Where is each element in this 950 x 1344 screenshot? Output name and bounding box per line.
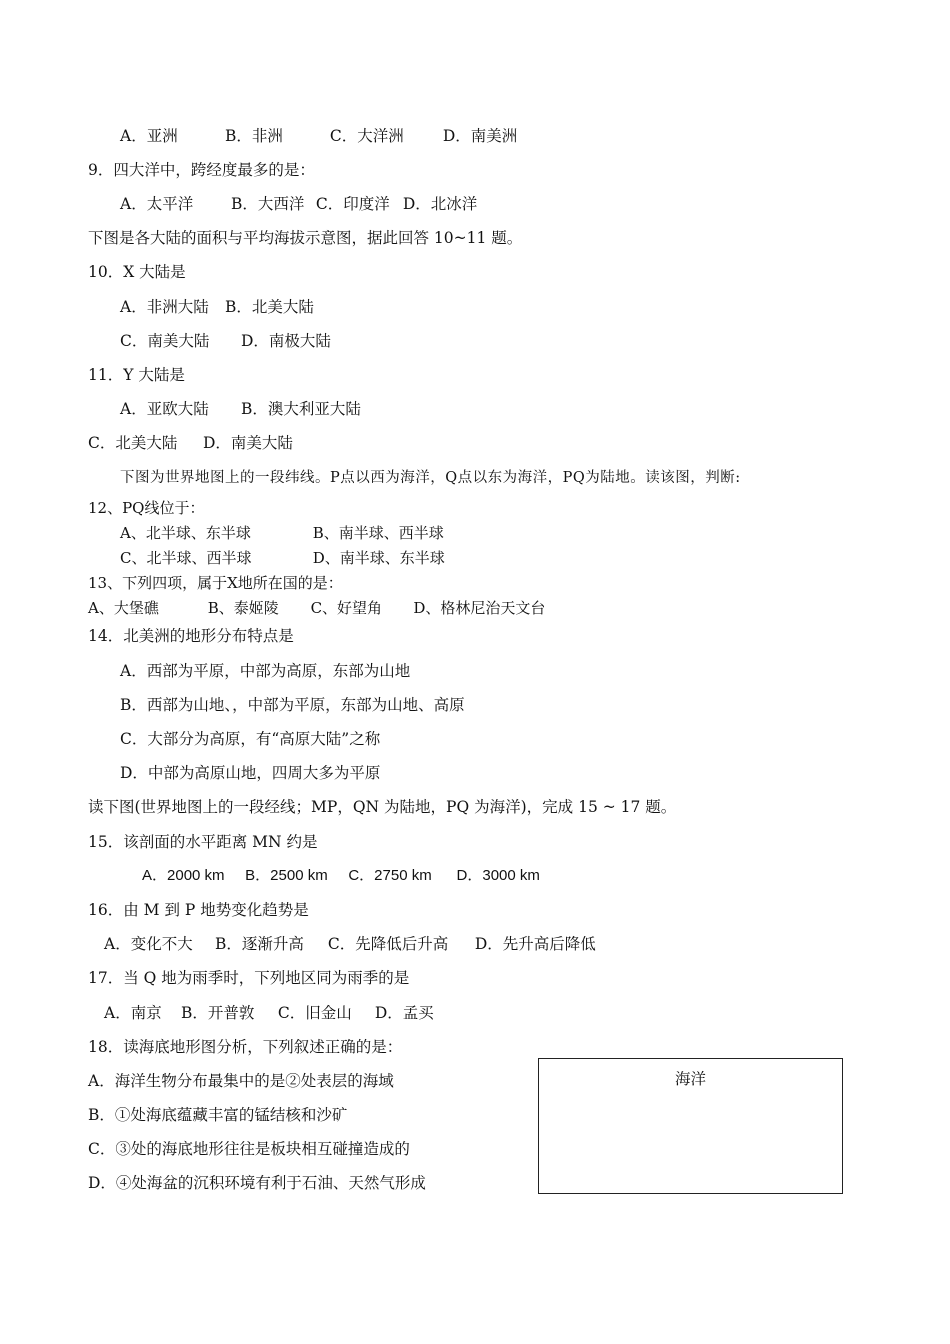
q17-option-d: D．孟买: [374, 1004, 434, 1022]
q16-question: 16．由 M 到 P 地势变化趋势是: [88, 901, 309, 919]
q9-option-c: C．印度洋: [315, 195, 390, 213]
q12-option-c: C、北半球、西半球: [120, 549, 252, 567]
q11-option-c: C．北美大陆: [88, 434, 178, 452]
q17-option-a: A．南京: [104, 1004, 162, 1022]
q17-question: 17．当 Q 地为雨季时，下列地区同为雨季的是: [88, 969, 410, 987]
q12-option-b: B、南半球、西半球: [312, 524, 444, 542]
q13-option-b: B、泰姬陵: [207, 599, 279, 617]
q8-option-a: A．亚洲: [120, 127, 178, 145]
q16-options: [104, 934, 596, 954]
q13-option-d: D、格林尼治天文台: [413, 599, 546, 617]
q17-option-b: B．开普敦: [180, 1004, 255, 1022]
figure-label-ocean: 海洋: [674, 1070, 706, 1088]
q8-option-b: B．非洲: [224, 127, 283, 145]
q11-options-row2: [88, 433, 293, 453]
q11-option-b: B．澳大利亚大陆: [240, 400, 361, 418]
q10-options-row2: [120, 331, 331, 351]
q15-question: 15．该剖面的水平距离 MN 约是: [88, 833, 318, 851]
q10-question: 10．X 大陆是: [88, 263, 186, 281]
q16-option-d: D．先升高后降低: [474, 935, 596, 953]
q12-option-a: A、北半球、东半球: [120, 524, 251, 542]
q14-option-a: A．西部为平原，中部为高原，东部为山地: [120, 662, 411, 680]
q11-option-a: A．亚欧大陆: [120, 400, 209, 418]
q16-option-c: C．先降低后升高: [327, 935, 449, 953]
q14-option-b: B．西部为山地、，中部为平原，东部为山地、高原: [120, 696, 465, 714]
q15-options: [142, 866, 540, 886]
q10-option-c: C．南美大陆: [120, 332, 210, 350]
q10-option-d: D．南极大陆: [240, 332, 331, 350]
q14-option-c: C．大部分为高原，有“高原大陆”之称: [120, 730, 381, 748]
q15-option-c: C．2750 km: [348, 867, 432, 884]
q9-option-b: B．大西洋: [230, 195, 305, 213]
q16-option-a: A．变化不大: [104, 935, 193, 953]
q18-option-b: B．①处海底蕴藏丰富的锰结核和沙矿: [88, 1106, 348, 1124]
q14-option-d: D．中部为高原山地，四周大多为平原: [120, 764, 381, 782]
q18-option-a: A．海洋生物分布最集中的是②处表层的海域: [88, 1072, 394, 1090]
q15-option-a: A．2000 km: [142, 867, 225, 884]
q10-option-a: A．非洲大陆: [120, 298, 209, 316]
q8-option-d: D．南美洲: [442, 127, 518, 145]
q12-options-row2: [120, 548, 445, 568]
q9-option-d: D．北冰洋: [402, 195, 478, 213]
q16-option-b: B．逐渐升高: [214, 935, 304, 953]
q8-options: [120, 126, 517, 146]
q13-options: [88, 598, 545, 618]
q13-option-c: C、好望角: [310, 599, 383, 617]
q9-option-a: A．太平洋: [120, 195, 194, 213]
q18-question: 18．读海底地形图分析，下列叙述正确的是：: [88, 1038, 403, 1056]
q9-options: [120, 194, 477, 214]
q13-question: 13、下列四项，属于X地所在国的是：: [88, 574, 343, 592]
q12-options-row1: [120, 523, 444, 543]
q11-options-row1: [120, 399, 361, 419]
q11-question: 11．Y 大陆是: [88, 366, 185, 384]
q9-question: 9．四大洋中，跨经度最多的是：: [88, 161, 315, 179]
q10-option-b: B．北美大陆: [224, 298, 314, 316]
q12-option-d: D、南半球、东半球: [312, 549, 445, 567]
q8-option-c: C．大洋洲: [329, 127, 404, 145]
seabed-figure-box: [538, 1058, 843, 1194]
q10-options-row1: [120, 297, 314, 317]
q18-option-d: D．④处海盆的沉积环境有利于石油、天然气形成: [88, 1174, 426, 1192]
q18-option-c: C．③处的海底地形往往是板块相互碰撞造成的: [88, 1140, 410, 1158]
intro-10-11: 下图是各大陆的面积与平均海拔示意图，据此回答 10~11 题。: [88, 229, 523, 247]
q13-option-a: A、大堡礁: [88, 599, 159, 617]
q17-option-c: C．旧金山: [277, 1004, 352, 1022]
q14-question: 14．北美洲的地形分布特点是: [88, 627, 294, 645]
q15-option-d: D．3000 km: [456, 867, 540, 884]
q17-options: [104, 1003, 434, 1023]
q11-option-d: D．南美大陆: [202, 434, 293, 452]
intro-15-17: 读下图(世界地图上的一段经线；MP，QN 为陆地，PQ 为海洋)，完成 15 ~ 17 题。: [88, 798, 677, 816]
intro-12-13: 下图为世界地图上的一段纬线。P点以西为海洋，Q点以东为海洋，PQ为陆地。读该图，判断:: [120, 470, 741, 486]
q15-option-b: B．2500 km: [245, 867, 328, 884]
q12-question: 12、PQ线位于：: [88, 499, 205, 517]
